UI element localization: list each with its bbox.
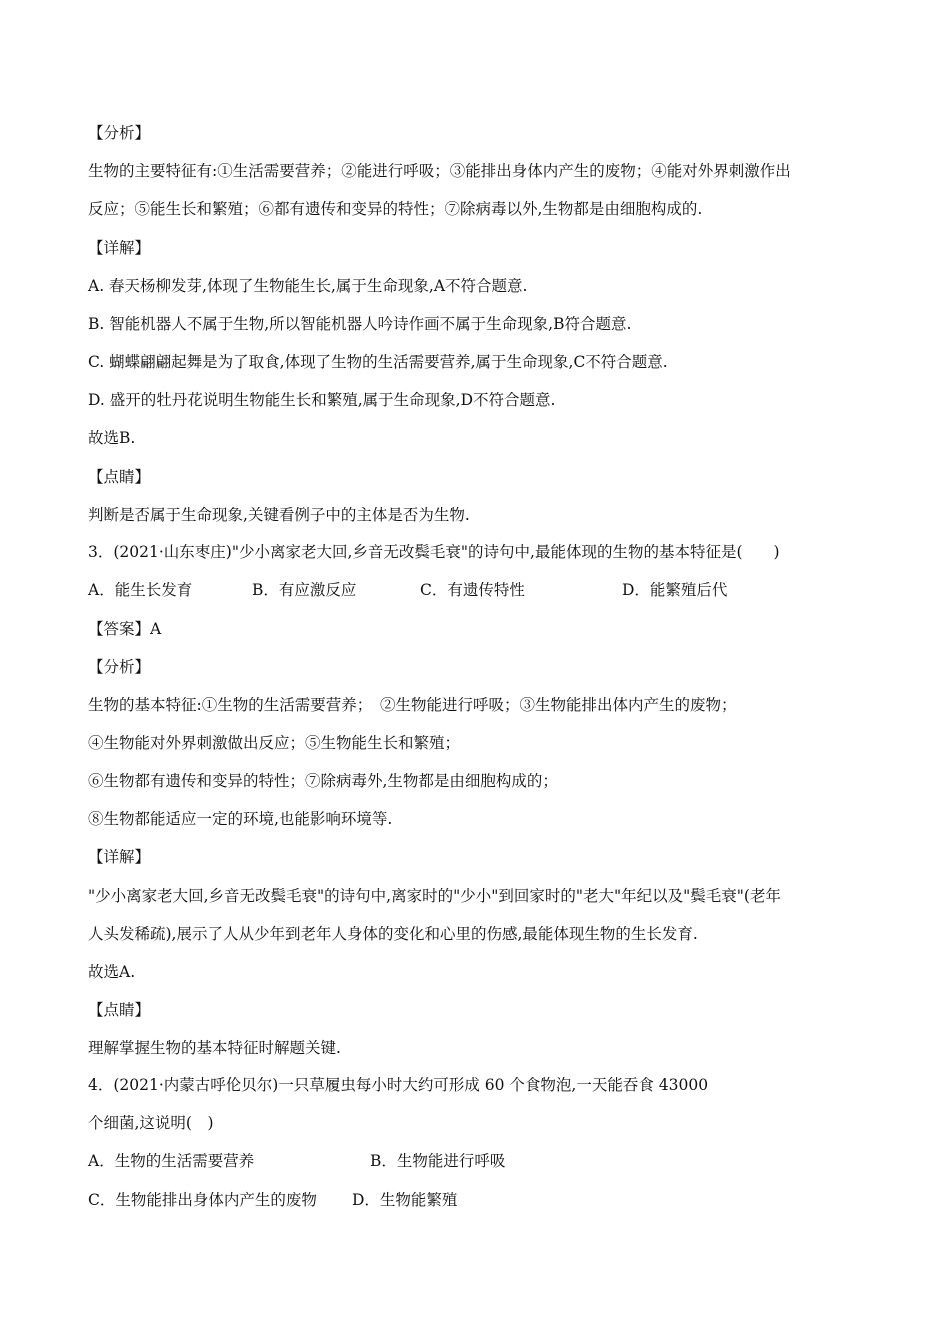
q4-option-c: C．生物能排出身体内产生的废物: [88, 1191, 317, 1209]
choice-text: 故选B.: [88, 429, 136, 447]
analysis-text: ⑥生物都有遗传和变异的特性；⑦除病毒外,生物都是由细胞构成的；: [88, 772, 558, 790]
question-3: 3．(2021·山东枣庄)"少小离家老大回,乡音无改鬓毛衰"的诗句中,最能体现的生物的基本特征是( ): [88, 543, 780, 561]
comment-heading: 【点睛】: [88, 1001, 151, 1019]
detail-heading: 【详解】: [88, 239, 151, 257]
detail-text: "少小离家老大回,乡音无改鬓毛衰"的诗句中,离家时的"少小"到回家时的"老大"年纪以及"鬓毛衰"(老年: [88, 887, 781, 905]
analysis-heading: 【分析】: [88, 124, 151, 142]
comment-text: 理解掌握生物的基本特征时解题关键.: [88, 1039, 341, 1057]
comment-heading: 【点睛】: [88, 468, 151, 486]
analysis-text: 反应；⑤能生长和繁殖；⑥都有遗传和变异的特性；⑦除病毒以外,生物都是由细胞构成的.: [88, 200, 703, 218]
q4-option-d: D．生物能繁殖: [352, 1191, 458, 1209]
analysis-text: ⑧生物都能适应一定的环境,也能影响环境等.: [88, 810, 393, 828]
answer-heading: 【答案】A: [88, 620, 162, 638]
question-4-line-2: 个细菌,这说明( ): [88, 1114, 214, 1132]
analysis-heading: 【分析】: [88, 658, 151, 676]
comment-text: 判断是否属于生命现象,关键看例子中的主体是否为生物.: [88, 506, 470, 524]
q3-option-b: B．有应激反应: [252, 581, 357, 599]
q4-option-a: A．生物的生活需要营养: [88, 1152, 255, 1170]
detail-option-c: C. 蝴蝶翩翩起舞是为了取食,体现了生物的生活需要营养,属于生命现象,C不符合题意.: [88, 353, 668, 371]
detail-option-d: D. 盛开的牡丹花说明生物能生长和繁殖,属于生命现象,D不符合题意.: [88, 391, 556, 409]
q3-option-a: A．能生长发育: [88, 581, 193, 599]
analysis-text: ④生物能对外界刺激做出反应；⑤生物能生长和繁殖；: [88, 734, 461, 752]
question-4-line-1: 4．(2021·内蒙古呼伦贝尔)一只草履虫每小时大约可形成 60 个食物泡,一天能吞食 43000: [88, 1076, 709, 1094]
analysis-text: 生物的基本特征:①生物的生活需要营养； ②生物能进行呼吸；③生物能排出体内产生的废物；: [88, 696, 737, 714]
q4-option-b: B．生物能进行呼吸: [370, 1152, 506, 1170]
detail-option-b: B. 智能机器人不属于生物,所以智能机器人吟诗作画不属于生命现象,B符合题意.: [88, 315, 632, 333]
q3-option-c: C．有遗传特性: [420, 581, 525, 599]
q3-option-d: D．能繁殖后代: [622, 581, 728, 599]
detail-option-a: A. 春天杨柳发芽,体现了生物能生长,属于生命现象,A不符合题意.: [88, 277, 528, 295]
detail-text: 人头发稀疏),展示了人从少年到老年人身体的变化和心里的伤感,最能体现生物的生长发育.: [88, 925, 698, 943]
detail-heading: 【详解】: [88, 848, 151, 866]
choice-text: 故选A.: [88, 963, 136, 981]
analysis-text: 生物的主要特征有:①生活需要营养；②能进行呼吸；③能排出身体内产生的废物；④能对外界刺激作出: [88, 162, 791, 180]
